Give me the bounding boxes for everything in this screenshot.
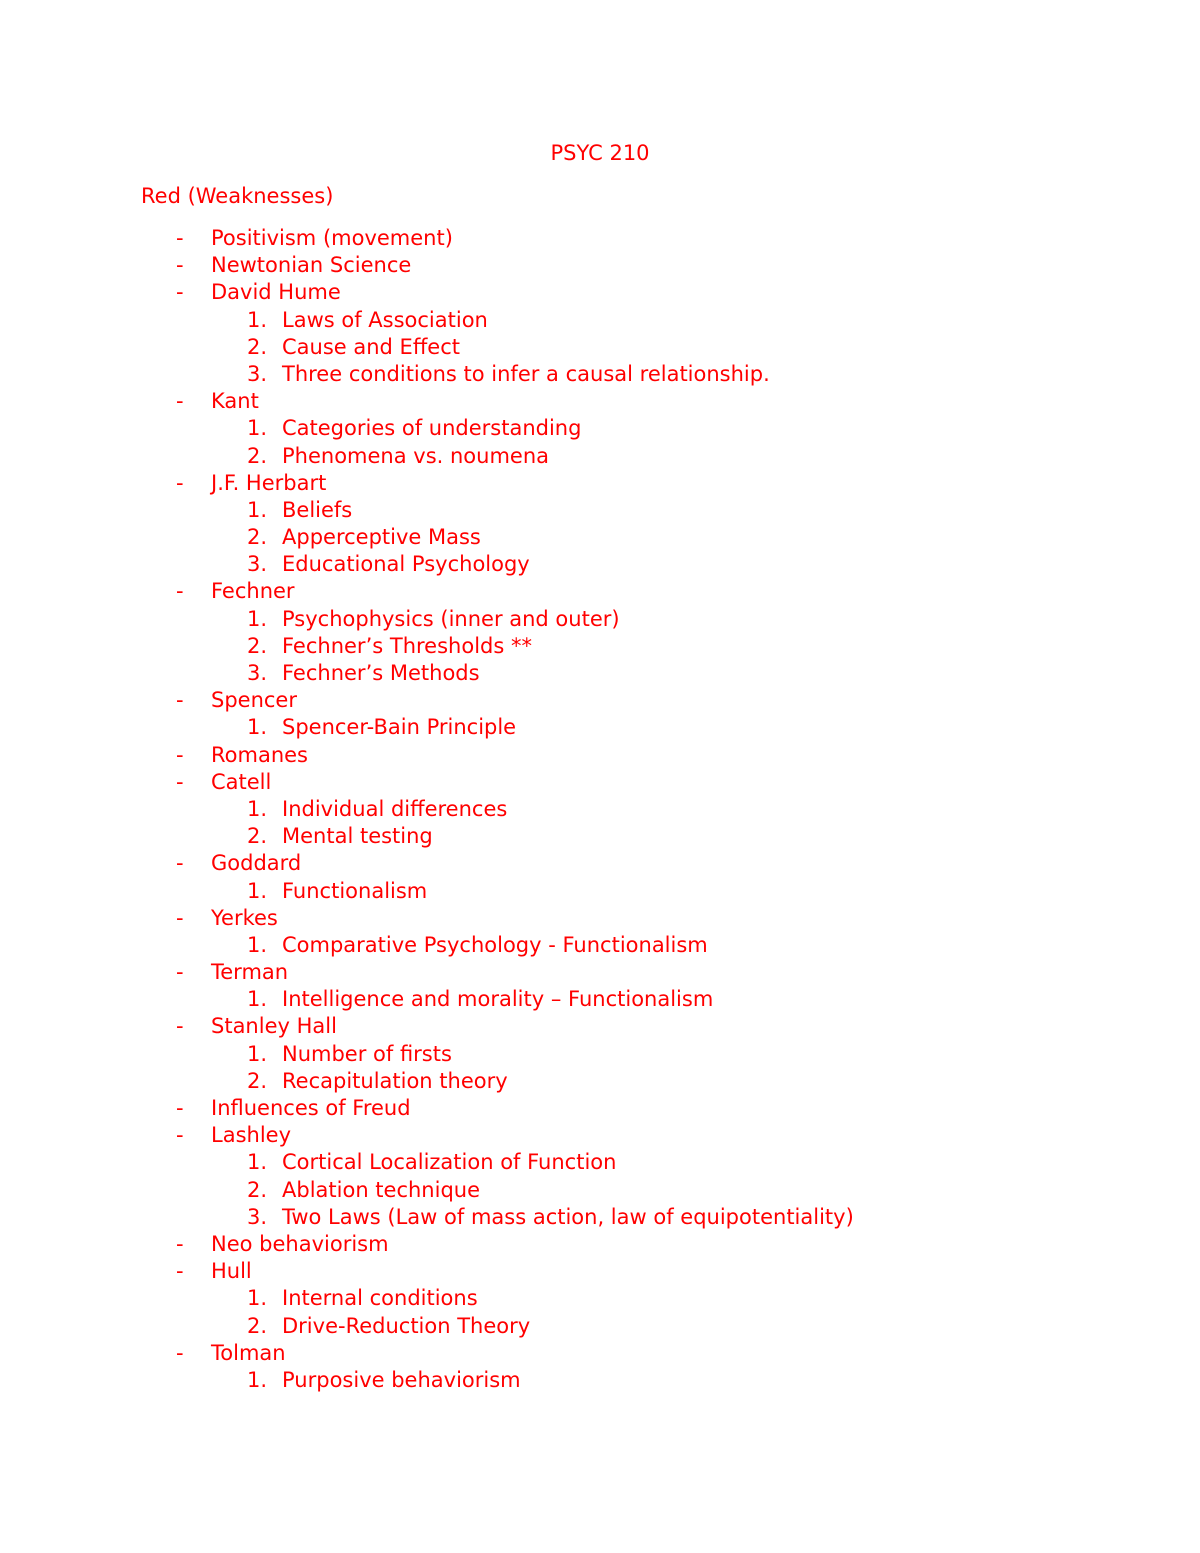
subitem-number: 1. [247, 1150, 268, 1175]
outline-item [0, 578, 1200, 605]
outline-item-label: David Hume [211, 280, 341, 305]
outline-subitem-label: Number of firsts [282, 1041, 452, 1066]
outline-item-label: J.F. Herbart [211, 470, 327, 495]
outline-subitem [0, 633, 1200, 660]
outline-item-label: Spencer [211, 688, 297, 713]
outline-item [0, 1013, 1200, 1040]
outline-subitem [0, 1068, 1200, 1095]
bullet-dash: - [176, 905, 184, 930]
outline-subitem [0, 551, 1200, 578]
outline-item-label: Tolman [211, 1340, 286, 1365]
outline-subitem-label: Functionalism [282, 878, 428, 903]
outline-item-label: Terman [211, 960, 289, 985]
outline-item [0, 959, 1200, 986]
outline-subitem [0, 307, 1200, 334]
subitem-number: 1. [247, 796, 268, 821]
outline-item [0, 1258, 1200, 1285]
outline-subitem-label: Drive-Reduction Theory [282, 1313, 531, 1338]
bullet-dash: - [176, 1014, 184, 1039]
outline-subitem-label: Ablation technique [282, 1177, 481, 1202]
subitem-number: 3. [247, 1204, 268, 1229]
outline-item-label: Lashley [211, 1123, 292, 1148]
subitem-number: 1. [247, 987, 268, 1012]
subitem-number: 1. [247, 878, 268, 903]
outline-subitem [0, 361, 1200, 388]
outline-subitem-label: Comparative Psychology - Functionalism [282, 932, 708, 957]
outline-subitem [0, 714, 1200, 741]
bullet-dash: - [176, 579, 184, 604]
subitem-number: 3. [247, 552, 268, 577]
outline-item-label: Fechner [211, 579, 295, 604]
bullet-dash: - [176, 769, 184, 794]
subitem-number: 2. [247, 443, 268, 468]
subitem-number: 1. [247, 307, 268, 332]
subitem-number: 2. [247, 1177, 268, 1202]
outline-subitem-label: Cause and Effect [282, 334, 460, 359]
outline-subitem-label: Educational Psychology [282, 552, 530, 577]
outline-subitem-label: Apperceptive Mass [282, 525, 481, 550]
subitem-number: 1. [247, 497, 268, 522]
outline-item [0, 742, 1200, 769]
outline-item [0, 905, 1200, 932]
outline-item-label: Catell [211, 769, 272, 794]
outline-list [0, 225, 1200, 1394]
outline-item [0, 769, 1200, 796]
outline-subitem-label: Two Laws (Law of mass action, law of equipotentiality) [282, 1204, 854, 1229]
outline-item-label: Kant [211, 389, 259, 414]
outline-item [0, 279, 1200, 306]
bullet-dash: - [176, 1096, 184, 1120]
outline-item-label: Hull [211, 1259, 252, 1284]
bullet-dash: - [176, 226, 184, 250]
outline-item [0, 1122, 1200, 1149]
outline-subitem-label: Fechner’s Methods [282, 661, 480, 685]
subitem-number: 1. [247, 1367, 268, 1392]
bullet-dash: - [176, 470, 184, 495]
bullet-dash: - [176, 1259, 184, 1284]
page-title: PSYC 210 [550, 141, 650, 165]
outline-subitem [0, 660, 1200, 687]
outline-subitem-label: Phenomena vs. noumena [282, 443, 550, 468]
outline-subitem [0, 932, 1200, 959]
outline-subitem-label: Three conditions to infer a causal relationship. [282, 361, 770, 386]
outline-subitem [0, 497, 1200, 524]
outline-subitem-label: Intelligence and morality – Functionalism [282, 987, 714, 1012]
outline-subitem [0, 1149, 1200, 1176]
outline-item [0, 470, 1200, 497]
outline-subitem-label: Categories of understanding [282, 416, 582, 441]
bullet-dash: - [176, 253, 184, 278]
outline-subitem-label: Mental testing [282, 824, 433, 849]
outline-item [0, 1340, 1200, 1367]
outline-subitem [0, 606, 1200, 633]
outline-subitem [0, 334, 1200, 361]
outline-subitem [0, 524, 1200, 551]
outline-subitem-label: Individual differences [282, 796, 508, 821]
outline-item [0, 687, 1200, 714]
subitem-number: 1. [247, 606, 268, 631]
subitem-number: 1. [247, 416, 268, 441]
outline-item-label: Influences of Freud [211, 1096, 411, 1120]
bullet-dash: - [176, 742, 184, 767]
outline-item-label: Romanes [211, 742, 308, 767]
bullet-dash: - [176, 280, 184, 305]
outline-subitem [0, 1177, 1200, 1204]
outline-subitem [0, 823, 1200, 850]
outline-item [0, 252, 1200, 279]
outline-item [0, 850, 1200, 877]
outline-subitem [0, 443, 1200, 470]
outline-subitem [0, 1204, 1200, 1231]
outline-item [0, 1231, 1200, 1258]
bullet-dash: - [176, 960, 184, 985]
outline-item-label: Positivism (movement) [211, 226, 453, 250]
outline-subitem-label: Spencer-Bain Principle [282, 715, 517, 740]
subitem-number: 1. [247, 1286, 268, 1311]
subitem-number: 1. [247, 715, 268, 740]
outline-item [0, 388, 1200, 415]
subitem-number: 3. [247, 361, 268, 386]
outline-item-label: Yerkes [211, 905, 278, 930]
subitem-number: 2. [247, 525, 268, 550]
subitem-number: 1. [247, 1041, 268, 1066]
outline-item-label: Newtonian Science [211, 253, 412, 278]
outline-subitem [0, 1313, 1200, 1340]
subitem-number: 2. [247, 633, 268, 658]
bullet-dash: - [176, 1123, 184, 1148]
subitem-number: 2. [247, 1068, 268, 1093]
subitem-number: 2. [247, 1313, 268, 1338]
subitem-number: 3. [247, 661, 268, 685]
subitem-number: 2. [247, 334, 268, 359]
outline-subitem [0, 796, 1200, 823]
bullet-dash: - [176, 1340, 184, 1365]
outline-subitem-label: Internal conditions [282, 1286, 478, 1311]
outline-subitem [0, 986, 1200, 1013]
outline-subitem [0, 1285, 1200, 1312]
outline-item-label: Stanley Hall [211, 1014, 337, 1039]
outline-subitem-label: Recapitulation theory [282, 1068, 508, 1093]
outline-subitem-label: Purposive behaviorism [282, 1367, 521, 1392]
bullet-dash: - [176, 1231, 184, 1256]
section-heading: Red (Weaknesses) [141, 184, 334, 208]
bullet-dash: - [176, 389, 184, 414]
outline-subitem-label: Laws of Association [282, 307, 488, 332]
subitem-number: 1. [247, 932, 268, 957]
outline-subitem [0, 1041, 1200, 1068]
subitem-number: 2. [247, 824, 268, 849]
outline-subitem-label: Cortical Localization of Function [282, 1150, 617, 1175]
outline-subitem-label: Beliefs [282, 497, 353, 522]
outline-subitem-label: Fechner’s Thresholds ** [282, 633, 532, 658]
outline-item [0, 225, 1200, 252]
bullet-dash: - [176, 851, 184, 876]
outline-item-label: Goddard [211, 851, 302, 876]
outline-subitem-label: Psychophysics (inner and outer) [282, 606, 620, 631]
outline-item [0, 1095, 1200, 1122]
outline-subitem [0, 1367, 1200, 1394]
outline-item-label: Neo behaviorism [211, 1231, 389, 1256]
outline-subitem [0, 878, 1200, 905]
outline-subitem [0, 415, 1200, 442]
bullet-dash: - [176, 688, 184, 713]
